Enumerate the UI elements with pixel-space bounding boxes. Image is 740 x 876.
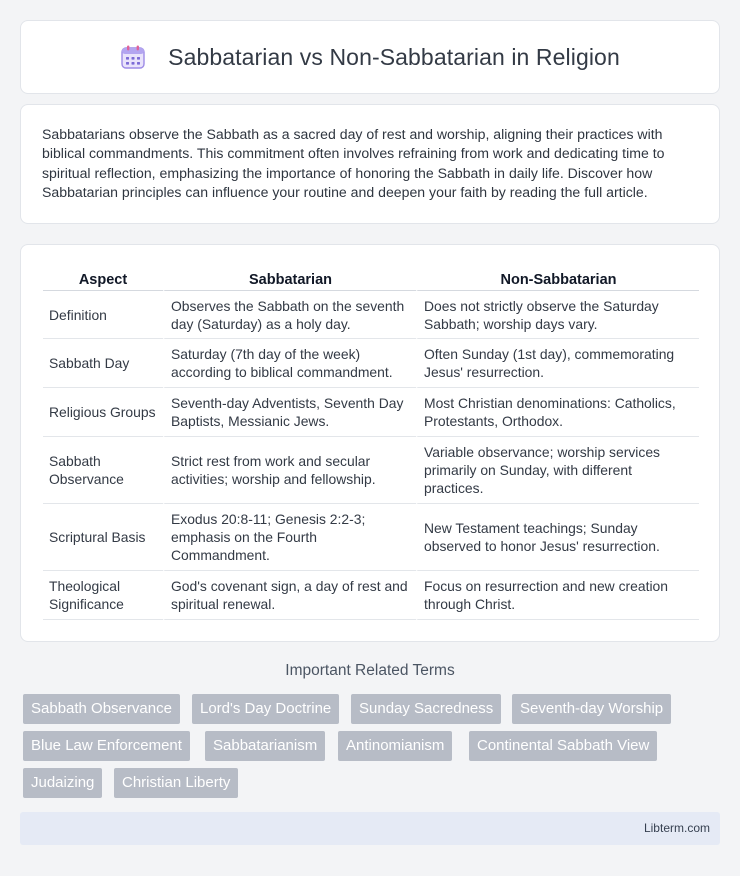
tag-sunday-sacredness[interactable]: Sunday Sacredness (351, 694, 501, 724)
tag-continental-sabbath-view[interactable]: Continental Sabbath View (469, 731, 657, 761)
tag-seventh-day-worship[interactable]: Seventh-day Worship (512, 694, 671, 724)
cell-non-sabbatarian: Does not strictly observe the Saturday Sabbath; worship days vary. (416, 291, 699, 339)
cell-aspect: Sabbath Day (43, 339, 163, 388)
page-title: Sabbatarian vs Non-Sabbatarian in Religion (168, 43, 620, 70)
cell-sabbatarian: Strict rest from work and secular activities; worship and fellowship. (163, 437, 416, 504)
cell-non-sabbatarian: Focus on resurrection and new creation through Christ. (416, 571, 699, 620)
cell-non-sabbatarian: New Testament teachings; Sunday observed to honor Jesus' resurrection. (416, 504, 699, 571)
footer (20, 812, 720, 845)
intro-text: Sabbatarians observe the Sabbath as a sacred day of rest and worship, aligning their practices with biblical commandments. This commitment often involves refraining from work and dedicating time to spiritual reflection, emphasizing the importance of honoring the Sabbath in daily life. Discover how Sabbatarian principles can influence your routine and deepen your faith by reading the full article. (42, 126, 665, 201)
cell-non-sabbatarian: Variable observance; worship services primarily on Sunday, with different practices. (416, 437, 699, 504)
tag-lords-day-doctrine[interactable]: Lord's Day Doctrine (192, 694, 339, 724)
cell-non-sabbatarian: Often Sunday (1st day), commemorating Jesus' resurrection. (416, 339, 699, 388)
table-header-row (43, 265, 699, 291)
cell-sabbatarian: Saturday (7th day of the week) according to biblical commandment. (163, 339, 416, 388)
tag-christian-liberty[interactable]: Christian Liberty (114, 768, 238, 798)
tag-antinomianism[interactable]: Antinomianism (338, 731, 452, 761)
header-non-sabbatarian: Non-Sabbatarian (416, 265, 699, 291)
tag-judaizing[interactable]: Judaizing (23, 768, 102, 798)
title-card (20, 20, 720, 94)
table-row (43, 437, 699, 504)
cell-aspect: Religious Groups (43, 388, 163, 437)
comparison-card (20, 244, 720, 642)
cell-aspect: Scriptural Basis (43, 504, 163, 571)
table-row (43, 388, 699, 437)
calendar-icon (120, 44, 146, 70)
table-row (43, 571, 699, 620)
footer-brand-link[interactable]: Libterm.com (643, 821, 710, 835)
comparison-table (43, 265, 699, 620)
tag-sabbath-observance[interactable]: Sabbath Observance (23, 694, 180, 724)
cell-aspect: Sabbath Observance (43, 437, 163, 504)
cell-aspect: Definition (43, 291, 163, 339)
header-aspect: Aspect (43, 265, 163, 291)
related-terms-title: Important Related Terms (285, 662, 455, 679)
cell-non-sabbatarian: Most Christian denominations: Catholics, Protestants, Orthodox. (416, 388, 699, 437)
intro-card (20, 104, 720, 224)
cell-aspect: Theological Significance (43, 571, 163, 620)
cell-sabbatarian: God's covenant sign, a day of rest and spiritual renewal. (163, 571, 416, 620)
cell-sabbatarian: Seventh-day Adventists, Seventh Day Baptists, Messianic Jews. (163, 388, 416, 437)
table-row (43, 291, 699, 339)
tag-sabbatarianism[interactable]: Sabbatarianism (205, 731, 325, 761)
table-row (43, 504, 699, 571)
header-sabbatarian: Sabbatarian (163, 265, 416, 291)
cell-sabbatarian: Observes the Sabbath on the seventh day (Saturday) as a holy day. (163, 291, 416, 339)
tag-blue-law-enforcement[interactable]: Blue Law Enforcement (23, 731, 190, 761)
table-row (43, 339, 699, 388)
cell-sabbatarian: Exodus 20:8-11; Genesis 2:2-3; emphasis on the Fourth Commandment. (163, 504, 416, 571)
